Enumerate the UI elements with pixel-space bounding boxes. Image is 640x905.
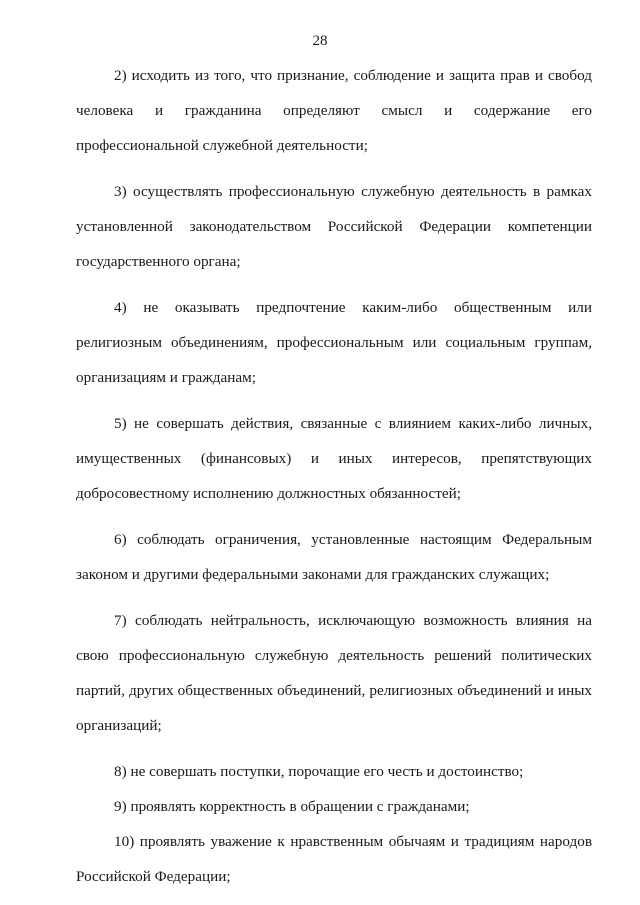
paragraph-item-4: 4) не оказывать предпочтение каким-либо общественным или религиозным объединениям, профессиональным или социальным группам, организациям и гражданам; [76,299,592,386]
paragraph-item-6: 6) соблюдать ограничения, установленные настоящим Федеральным законом и другими федеральными законами для гражданских служащих; [76,531,592,583]
paragraph-item-7: 7) соблюдать нейтральность, исключающую возможность влияния на свою профессиональную служебную деятельность решений политических партий, других общественных объединений, религиозных объединений и иных организаций; [76,612,592,734]
document-body [76,58,592,905]
paragraph-item-9: 9) проявлять корректность в обращении с гражданами; [114,798,470,815]
paragraph-item-5: 5) не совершать действия, связанные с влиянием каких-либо личных, имущественных (финансовых) и иных интересов, препятствующих добросовестному исполнению должностных обязанностей; [76,415,592,502]
paragraph-item-2: 2) исходить из того, что признание, соблюдение и защита прав и свобод человека и гражданина определяют смысл и содержание его профессиональной служебной деятельности; [76,67,592,154]
paragraph-item-8: 8) не совершать поступки, порочащие его честь и достоинство; [114,763,524,780]
paragraph-item-3: 3) осуществлять профессиональную служебную деятельность в рамках установленной законодательством Российской Федерации компетенции государственного органа; [76,183,592,270]
page-number: 28 [312,33,328,49]
paragraph-item-10: 10) проявлять уважение к нравственным обычаям и традициям народов Российской Федерации; [76,833,592,885]
